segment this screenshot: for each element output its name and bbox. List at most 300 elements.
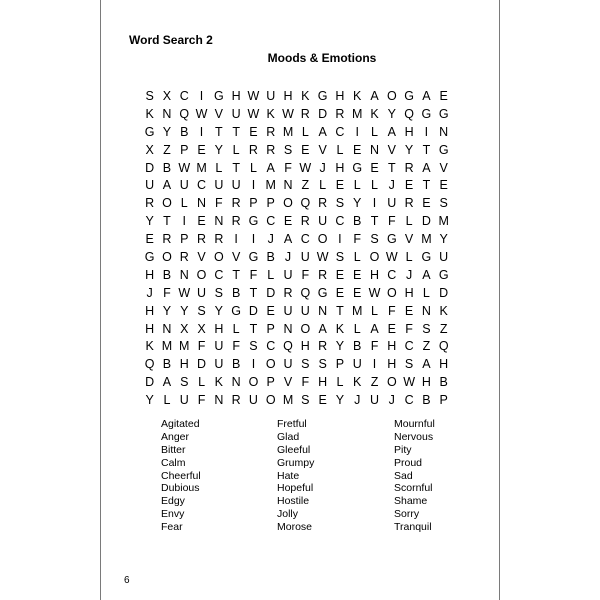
- grid-letter: K: [335, 321, 345, 336]
- grid-letter: L: [336, 142, 344, 157]
- word-list-item: Proud: [394, 456, 423, 469]
- grid-letter: D: [145, 375, 155, 390]
- grid-letter: N: [369, 142, 380, 157]
- grid-letter: A: [422, 89, 431, 103]
- grid-row: [141, 88, 452, 106]
- grid-letter: R: [300, 214, 310, 229]
- grid-letter: G: [438, 267, 449, 282]
- grid-letter: U: [369, 393, 380, 408]
- grid-letter: E: [370, 160, 379, 175]
- grid-letter: B: [231, 357, 241, 372]
- grid-letter: D: [421, 214, 431, 229]
- grid-letter: N: [231, 375, 241, 390]
- page-title: Word Search 2: [129, 33, 213, 47]
- grid-letter: F: [215, 196, 223, 211]
- grid-letter: C: [266, 214, 276, 229]
- grid-letter: C: [197, 178, 207, 193]
- grid-letter: R: [318, 339, 328, 354]
- grid-letter: S: [335, 196, 345, 211]
- grid-row: [141, 267, 452, 285]
- grid-letter: Y: [162, 303, 172, 318]
- grid-letter: C: [335, 124, 345, 139]
- grid-letter: N: [421, 303, 431, 318]
- grid-letter: R: [231, 214, 241, 229]
- grid-letter: V: [283, 375, 293, 390]
- grid-letter: E: [387, 321, 396, 336]
- grid-letter: W: [178, 160, 191, 175]
- word-list-item: Calm: [161, 456, 186, 469]
- grid-letter: L: [232, 142, 240, 157]
- grid-letter: P: [266, 196, 275, 211]
- grid-letter: A: [266, 160, 275, 175]
- grid-letter: H: [421, 375, 431, 390]
- grid-letter: F: [301, 375, 310, 390]
- grid-letter: U: [300, 303, 310, 318]
- grid-letter: S: [249, 339, 258, 354]
- grid-letter: F: [163, 285, 171, 300]
- grid-letter: Q: [438, 339, 449, 354]
- grid-letter: U: [214, 357, 224, 372]
- grid-letter: K: [439, 303, 448, 318]
- grid-letter: C: [387, 267, 397, 282]
- word-list-item: Bitter: [161, 443, 186, 456]
- grid-letter: M: [282, 124, 294, 139]
- grid-letter: U: [179, 178, 189, 193]
- grid-letter: R: [162, 232, 172, 247]
- grid-letter: F: [301, 267, 310, 282]
- grid-letter: R: [318, 267, 328, 282]
- grid-letter: Y: [387, 106, 396, 121]
- grid-letter: Y: [145, 393, 154, 408]
- grid-letter: P: [180, 232, 189, 247]
- grid-letter: L: [353, 250, 361, 265]
- grid-letter: E: [439, 178, 448, 193]
- grid-letter: U: [231, 106, 241, 121]
- grid-letter: N: [283, 178, 293, 193]
- grid-letter: O: [265, 357, 276, 372]
- grid-letter: L: [405, 250, 413, 265]
- grid-letter: I: [372, 196, 377, 211]
- grid-letter: P: [439, 393, 448, 408]
- word-list-item: Fear: [161, 521, 183, 534]
- grid-letter: L: [353, 321, 361, 336]
- grid-letter: B: [353, 214, 362, 229]
- grid-letter: E: [318, 393, 327, 408]
- word-list-item: Morose: [277, 521, 313, 534]
- grid-letter: V: [318, 142, 327, 157]
- grid-letter: T: [422, 142, 431, 157]
- grid-letter: H: [335, 89, 345, 103]
- grid-letter: K: [266, 106, 275, 121]
- grid-letter: O: [386, 285, 397, 300]
- grid-letter: G: [248, 214, 259, 229]
- grid-letter: Y: [214, 303, 223, 318]
- grid-letter: H: [179, 357, 189, 372]
- grid-letter: S: [318, 357, 327, 372]
- grid-letter: H: [369, 267, 380, 282]
- grid-letter: L: [371, 124, 378, 139]
- book-page: [100, 0, 500, 600]
- grid-row: [141, 213, 452, 231]
- grid-letter: J: [146, 285, 153, 300]
- grid-letter: T: [249, 285, 258, 300]
- grid-letter: U: [283, 267, 293, 282]
- grid-letter: U: [145, 178, 155, 193]
- page-number: 6: [124, 575, 130, 586]
- grid-letter: B: [162, 267, 172, 282]
- grid-letter: B: [353, 339, 362, 354]
- word-list-item: Mournful: [394, 418, 435, 430]
- grid-letter: F: [370, 339, 379, 354]
- grid-letter: Z: [301, 178, 310, 193]
- grid-letter: X: [197, 321, 206, 336]
- grid-letter: O: [162, 196, 172, 211]
- grid-letter: U: [283, 303, 293, 318]
- grid-letter: E: [353, 142, 362, 157]
- grid-letter: D: [266, 285, 276, 300]
- grid-letter: G: [213, 89, 224, 103]
- grid-letter: G: [386, 232, 397, 247]
- grid-letter: L: [198, 375, 206, 390]
- grid-letter: F: [249, 267, 258, 282]
- grid-letter: O: [386, 375, 397, 390]
- grid-letter: W: [403, 375, 415, 390]
- grid-letter: N: [283, 321, 293, 336]
- grid-letter: B: [439, 375, 448, 390]
- grid-letter: H: [145, 303, 155, 318]
- word-list-item: Hopeful: [277, 482, 314, 495]
- grid-letter: O: [162, 250, 172, 265]
- grid-letter: S: [301, 357, 310, 372]
- grid-letter: T: [249, 321, 258, 336]
- grid-letter: W: [316, 250, 329, 265]
- grid-letter: U: [387, 196, 397, 211]
- grid-letter: I: [372, 357, 377, 372]
- word-list-item: Grumpy: [277, 456, 315, 469]
- grid-letter: E: [283, 214, 293, 229]
- grid-letter: E: [404, 303, 414, 318]
- grid-letter: X: [180, 321, 189, 336]
- grid-letter: I: [424, 124, 429, 139]
- grid-letter: F: [387, 303, 396, 318]
- grid-letter: U: [214, 339, 224, 354]
- grid-letter: P: [266, 321, 275, 336]
- grid-letter: I: [338, 232, 342, 247]
- grid-letter: R: [266, 124, 276, 139]
- grid-letter: Y: [439, 232, 448, 247]
- grid-letter: Q: [144, 357, 155, 372]
- grid-letter: S: [439, 196, 448, 211]
- grid-letter: R: [318, 196, 328, 211]
- word-list-item: Jolly: [277, 508, 299, 521]
- grid-letter: Z: [370, 375, 379, 390]
- grid-letter: Q: [300, 285, 311, 300]
- grid-letter: L: [371, 303, 378, 318]
- grid-letter: M: [265, 178, 276, 193]
- grid-letter: H: [439, 357, 449, 372]
- grid-letter: F: [284, 160, 292, 175]
- grid-letter: M: [438, 214, 449, 229]
- grid-letter: J: [405, 267, 413, 282]
- grid-letter: N: [214, 214, 224, 229]
- grid-letter: G: [317, 285, 328, 300]
- grid-letter: S: [197, 303, 206, 318]
- grid-letter: Z: [439, 321, 448, 336]
- grid-letter: F: [197, 339, 206, 354]
- grid-letter: A: [422, 267, 431, 282]
- grid-letter: Y: [162, 124, 172, 139]
- word-list-item: Cheerful: [161, 469, 201, 482]
- grid-letter: F: [405, 321, 413, 336]
- grid-letter: W: [299, 160, 312, 175]
- puzzle-subtitle: Moods & Emotions: [267, 51, 377, 65]
- grid-letter: P: [266, 375, 275, 390]
- word-list-item: Nervous: [394, 430, 434, 443]
- grid-letter: E: [197, 214, 206, 229]
- grid-row: [141, 195, 452, 213]
- grid-letter: J: [388, 393, 395, 408]
- grid-letter: C: [266, 339, 276, 354]
- grid-letter: T: [336, 303, 344, 318]
- grid-row: [141, 374, 452, 392]
- grid-letter: V: [197, 250, 206, 265]
- grid-letter: C: [335, 214, 345, 229]
- grid-letter: A: [318, 321, 327, 336]
- grid-letter: K: [353, 375, 362, 390]
- word-list-column: [394, 418, 435, 534]
- grid-letter: A: [283, 232, 293, 247]
- grid-letter: L: [180, 196, 188, 211]
- grid-letter: T: [422, 178, 431, 193]
- grid-letter: N: [214, 393, 224, 408]
- grid-letter: G: [231, 303, 241, 318]
- grid-letter: G: [248, 250, 259, 265]
- grid-letter: N: [179, 267, 189, 282]
- grid-letter: X: [145, 142, 154, 157]
- grid-letter: O: [300, 321, 311, 336]
- word-list-item: Tranquil: [394, 521, 432, 534]
- grid-letter: R: [335, 106, 345, 121]
- grid-letter: T: [215, 124, 223, 139]
- grid-letter: T: [232, 160, 240, 175]
- grid-letter: F: [387, 214, 396, 229]
- grid-letter: E: [335, 178, 345, 193]
- grid-letter: L: [163, 393, 171, 408]
- grid-letter: R: [179, 250, 189, 265]
- grid-letter: L: [267, 267, 275, 282]
- grid-letter: H: [283, 89, 293, 103]
- grid-letter: V: [439, 160, 448, 175]
- grid-letter: O: [196, 267, 207, 282]
- grid-letter: O: [248, 375, 259, 390]
- grid-letter: W: [368, 285, 381, 300]
- grid-letter: U: [214, 178, 224, 193]
- grid-letter: P: [249, 196, 258, 211]
- grid-letter: A: [162, 375, 172, 390]
- grid-letter: G: [144, 250, 155, 265]
- grid-letter: U: [179, 393, 189, 408]
- grid-letter: H: [214, 321, 224, 336]
- grid-letter: P: [180, 142, 189, 157]
- grid-letter: I: [251, 178, 256, 193]
- grid-letter: L: [249, 160, 257, 175]
- grid-letter: G: [144, 124, 155, 139]
- grid-row: [141, 356, 452, 374]
- grid-letter: G: [352, 160, 363, 175]
- grid-letter: W: [247, 89, 260, 103]
- word-list-item: Dubious: [161, 482, 200, 495]
- grid-letter: I: [355, 124, 359, 139]
- grid-letter: V: [231, 250, 241, 265]
- grid-letter: D: [439, 285, 449, 300]
- grid-letter: W: [178, 285, 191, 300]
- grid-letter: Z: [422, 339, 431, 354]
- grid-letter: J: [388, 178, 395, 193]
- grid-letter: G: [438, 142, 449, 157]
- grid-letter: G: [438, 106, 449, 121]
- grid-letter: Y: [214, 142, 223, 157]
- grid-letter: S: [301, 393, 310, 408]
- grid-letter: B: [231, 285, 241, 300]
- grid-letter: N: [162, 321, 172, 336]
- grid-letter: A: [162, 178, 172, 193]
- grid-letter: N: [197, 196, 207, 211]
- word-list-item: Gleeful: [277, 443, 311, 456]
- grid-letter: B: [422, 393, 431, 408]
- grid-letter: J: [284, 250, 292, 265]
- grid-letter: N: [439, 124, 449, 139]
- grid-letter: A: [422, 357, 431, 372]
- grid-letter: A: [370, 89, 379, 103]
- grid-letter: J: [354, 393, 361, 408]
- grid-letter: U: [248, 393, 258, 408]
- grid-letter: W: [282, 106, 294, 121]
- grid-letter: B: [162, 357, 172, 372]
- grid-letter: S: [335, 250, 345, 265]
- grid-letter: E: [197, 142, 206, 157]
- grid-letter: F: [197, 393, 206, 408]
- grid-letter: C: [404, 339, 414, 354]
- grid-letter: A: [370, 321, 379, 336]
- grid-letter: D: [318, 106, 328, 121]
- grid-letter: C: [404, 393, 414, 408]
- grid-row: [141, 142, 452, 160]
- grid-row: [141, 338, 452, 356]
- grid-letter: I: [234, 232, 238, 247]
- grid-letter: H: [145, 321, 155, 336]
- grid-letter: S: [180, 375, 189, 390]
- grid-letter: R: [404, 160, 414, 175]
- grid-letter: L: [319, 178, 327, 193]
- grid-letter: K: [301, 89, 310, 103]
- grid-letter: Q: [300, 196, 311, 211]
- grid-letter: Q: [179, 106, 190, 121]
- grid-letter: F: [353, 232, 362, 247]
- grid-letter: L: [232, 321, 240, 336]
- grid-row: [141, 177, 452, 195]
- grid-letter: H: [335, 160, 345, 175]
- grid-letter: K: [145, 339, 154, 354]
- word-list-item: Shame: [394, 495, 428, 508]
- word-list-item: Fretful: [277, 418, 307, 430]
- grid-letter: T: [387, 160, 396, 175]
- word-list-item: Hate: [277, 469, 300, 482]
- grid-letter: C: [300, 232, 310, 247]
- grid-letter: H: [231, 89, 241, 103]
- grid-letter: H: [318, 375, 328, 390]
- grid-letter: Y: [353, 196, 362, 211]
- grid-letter: I: [182, 214, 186, 229]
- grid-letter: P: [335, 357, 345, 372]
- grid-letter: E: [301, 142, 310, 157]
- grid-letter: H: [300, 339, 310, 354]
- grid-letter: L: [405, 214, 413, 229]
- grid-letter: E: [353, 285, 362, 300]
- word-list-item: Pity: [394, 443, 412, 456]
- grid-letter: Q: [404, 106, 414, 121]
- grid-letter: Y: [404, 142, 414, 157]
- grid-letter: L: [215, 160, 223, 175]
- grid-letter: V: [404, 232, 414, 247]
- grid-letter: M: [421, 232, 432, 247]
- word-list-column: [161, 418, 201, 534]
- grid-letter: R: [248, 142, 258, 157]
- word-list-item: Sorry: [394, 508, 420, 521]
- grid-letter: T: [163, 214, 171, 229]
- grid-letter: D: [248, 303, 258, 318]
- grid-letter: H: [404, 124, 414, 139]
- grid-letter: U: [439, 250, 449, 265]
- grid-letter: C: [179, 89, 189, 103]
- grid-letter: M: [282, 393, 294, 408]
- grid-letter: H: [404, 285, 414, 300]
- grid-letter: E: [353, 267, 362, 282]
- grid-letter: K: [214, 375, 223, 390]
- grid-letter: I: [199, 124, 204, 139]
- grid-letter: U: [283, 357, 293, 372]
- grid-letter: I: [251, 357, 256, 372]
- word-list-item: Edgy: [161, 495, 185, 508]
- grid-row: [141, 124, 452, 142]
- grid-letter: H: [145, 267, 155, 282]
- word-list-item: Hostile: [277, 495, 310, 508]
- grid-letter: Q: [283, 339, 293, 354]
- grid-row: [141, 106, 452, 124]
- grid-letter: H: [387, 339, 397, 354]
- grid-letter: E: [266, 303, 275, 318]
- grid-letter: S: [422, 321, 431, 336]
- grid-letter: R: [145, 196, 155, 211]
- grid-letter: K: [145, 106, 154, 121]
- grid-letter: S: [145, 89, 154, 103]
- grid-letter: I: [199, 89, 204, 103]
- grid-row: [141, 303, 452, 321]
- word-list-item: Envy: [161, 508, 185, 521]
- grid-letter: B: [266, 250, 275, 265]
- grid-letter: M: [196, 160, 207, 175]
- grid-row: [141, 392, 452, 410]
- grid-letter: R: [214, 232, 224, 247]
- grid-letter: R: [231, 393, 241, 408]
- grid-letter: R: [283, 285, 293, 300]
- grid-row: [141, 285, 452, 303]
- grid-letter: E: [404, 178, 414, 193]
- grid-letter: K: [370, 106, 379, 121]
- grid-letter: O: [283, 196, 293, 211]
- grid-letter: Y: [180, 303, 189, 318]
- grid-letter: R: [231, 196, 241, 211]
- word-list-item: Agitated: [161, 418, 200, 430]
